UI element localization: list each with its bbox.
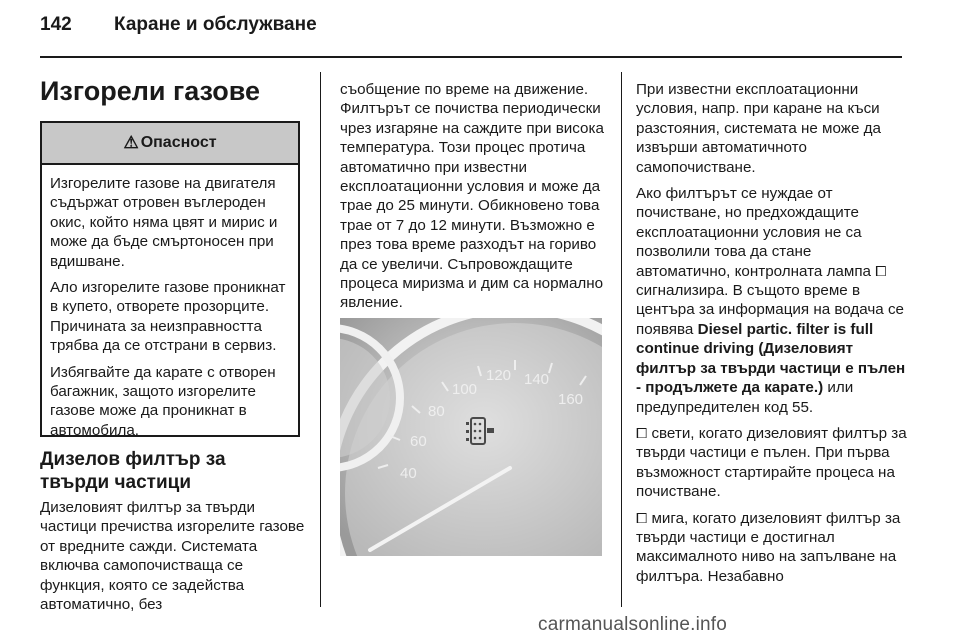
danger-box-body bbox=[42, 165, 298, 440]
column-divider-1 bbox=[320, 72, 321, 607]
danger-paragraph: Избягвайте да карате с отворен багажник, защото изгорелите газове може да проникнат в автомобила. bbox=[50, 363, 276, 439]
section-title: Изгорели газове bbox=[40, 76, 261, 106]
watermark: carmanualsonline.info bbox=[538, 614, 728, 635]
page-number: 142 bbox=[40, 14, 72, 35]
chapter-title: Каране и обслужване bbox=[114, 14, 317, 35]
body-paragraph bbox=[636, 424, 908, 502]
column-3-text bbox=[636, 80, 908, 593]
body-paragraph: Дизеловият филтър за твърди частици пречиства изгорелите газове от вредните сажди. Системата включва самопочистваща се функция, която се задейства автоматично, без bbox=[40, 499, 305, 614]
gauge-tick-label: 100 bbox=[452, 381, 478, 398]
gauge-tick-label: 120 bbox=[486, 367, 512, 384]
page-header bbox=[40, 14, 317, 36]
driver-info-message: Diesel partic. filter is full continue driving (Дизеловият филтър за твърди частици е пълен - продължете да карате.) bbox=[636, 320, 906, 397]
dpf-icon: ⧠ bbox=[875, 262, 887, 279]
gauge-tick-label: 140 bbox=[524, 371, 550, 388]
column-1-text bbox=[40, 498, 306, 621]
gauge-tick-label: 80 bbox=[428, 403, 445, 420]
paragraph-text: или предупредителен код 55. bbox=[636, 379, 854, 416]
danger-box-header bbox=[42, 123, 298, 165]
body-paragraph bbox=[636, 509, 908, 587]
body-paragraph: съобщение по време на движение. Филтърът се почиства периодически чрез изгаряне на саждите при висока температура. Този процес протича автоматично при известни експлоатационни условия и може да трае до 25 минути. Обикновено това трае от 7 до 12 минути. Възможно е през това време разходът на гориво да се увеличи. Съпровождащите процеса миризма и дим са нормално явление. bbox=[340, 81, 604, 312]
gauge-tick-label: 160 bbox=[558, 391, 584, 408]
danger-paragraph: Ало изгорелите газове проникнат в купето, отворете прозорците. Причината за неизправността трябва да се отстрани в сервиз. bbox=[50, 279, 286, 355]
gauge-tick-label: 60 bbox=[410, 433, 427, 450]
header-rule bbox=[40, 56, 902, 58]
warning-icon: ⚠ bbox=[123, 133, 139, 152]
body-paragraph bbox=[636, 184, 908, 417]
danger-paragraph: Изгорелите газове на двигателя съдържат отровен въглероден окис, който няма цвят и мирис и може да бъде смъртоносен при вдишване. bbox=[50, 175, 278, 270]
paragraph-text: свети, когато дизеловият филтър за твърди частици е пълен. При първа възможност стартирайте процеса на почистване. bbox=[636, 424, 907, 501]
danger-box-title: Опасност bbox=[140, 134, 217, 151]
paragraph-text: Ако филтърът се нуждае от почистване, но предхождащите експлоатационни условия не са позволили това да стане автоматично, контролната лампа bbox=[636, 185, 871, 280]
body-paragraph: При известни експлоатационни условия, напр. при каране на къси разстояния, системата не може да извърши автоматичното самопочистване. bbox=[636, 81, 881, 176]
dpf-icon: ⧠ bbox=[636, 424, 648, 441]
danger-box bbox=[40, 121, 300, 437]
dpf-icon: ⧠ bbox=[636, 509, 648, 526]
column-2-text bbox=[340, 80, 606, 320]
subsection-title: Дизелов филтър за твърди частици bbox=[40, 449, 226, 493]
paragraph-text: мига, когато дизеловият филтър за твърди частици е достигнал максималното ниво на запълване на филтъра. Незабавно bbox=[636, 509, 901, 585]
column-divider-2 bbox=[621, 72, 622, 607]
gauge-tick-label: 40 bbox=[400, 465, 417, 482]
dashboard-photo bbox=[340, 318, 602, 556]
speedometer-illustration bbox=[340, 318, 602, 556]
paragraph-text: сигнализира. В същото време в центъра за информация на водача се появява bbox=[636, 282, 904, 338]
